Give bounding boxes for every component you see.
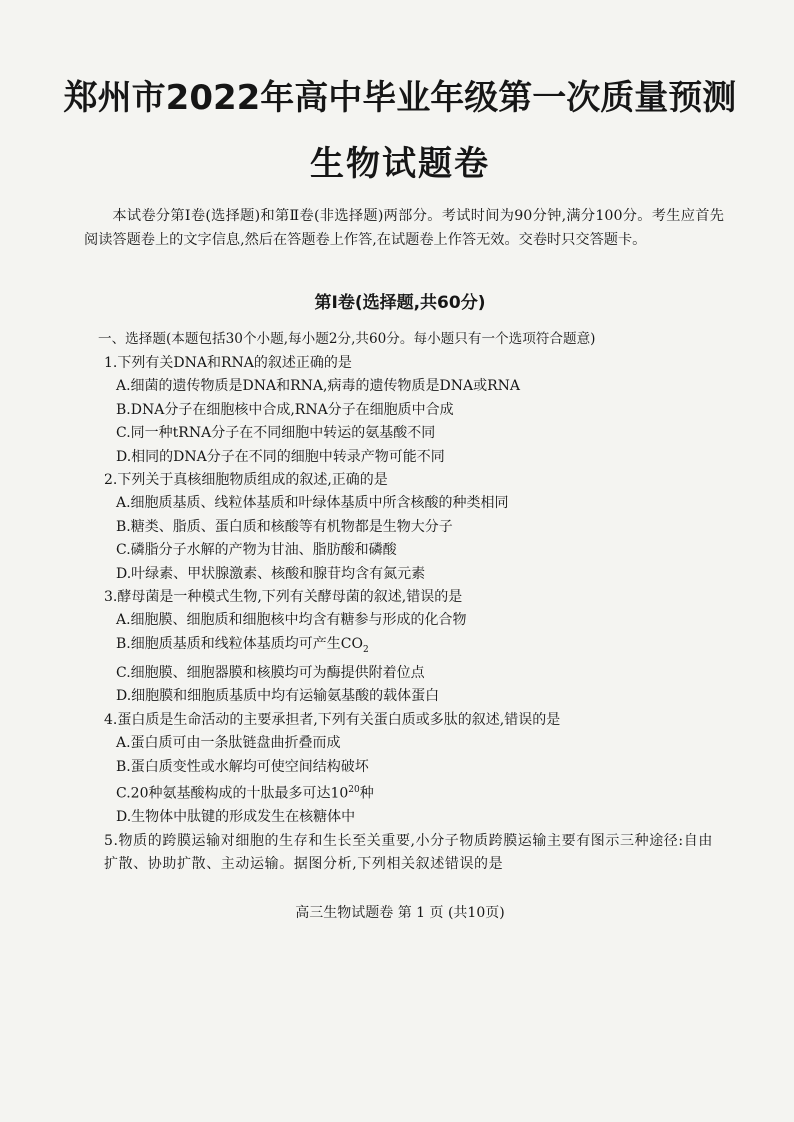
- question-stem: 2.下列关于真核细胞物质组成的叙述,正确的是: [104, 472, 388, 489]
- question-stem: 3.酵母菌是一种模式生物,下列有关酵母菌的叙述,错误的是: [104, 589, 463, 606]
- option-d: D.细胞膜和细胞质基质中均有运输氨基酸的载体蛋白: [116, 688, 440, 705]
- option-c: C.细胞膜、细胞器膜和核膜均可为酶提供附着位点: [116, 665, 425, 682]
- option-b: B.糖类、脂质、蛋白质和核酸等有机物都是生物大分子: [116, 518, 453, 535]
- option-a: A.细胞膜、细胞质和细胞核中均含有糖参与形成的化合物: [116, 612, 467, 629]
- option-b: [116, 633, 744, 662]
- section-instructions: 一、选择题(本题包括30个小题,每小题2分,共60分。每小题只有一个选项符合题意): [98, 331, 596, 347]
- option-c: C.磷脂分子水解的产物为甘油、脂肪酸和磷酸: [116, 542, 397, 559]
- question-3: [104, 586, 744, 709]
- exam-instructions: 本试卷分第Ⅰ卷(选择题)和第Ⅱ卷(非选择题)两部分。考试时间为90分钟,满分100分。考生应首先阅读答题卷上的文字信息,然后在答题卷上作答,在试题卷上作答无效。交卷时只交答题卡。: [84, 208, 724, 248]
- option-text: B.细胞质基质和线粒体基质均可产生CO: [116, 635, 363, 652]
- option-text: C.20种氨基酸构成的十肽最多可达10: [116, 785, 349, 802]
- exam-title: 郑州市2022年高中毕业年级第一次质量预测: [63, 78, 737, 118]
- superscript: 20: [348, 785, 360, 796]
- option-b: B.蛋白质变性或水解均可使空间结构破坏: [116, 758, 369, 775]
- subscript: 2: [362, 644, 369, 655]
- page-footer: 高三生物试题卷 第 1 页 (共10页): [295, 905, 505, 921]
- question-list: [104, 352, 744, 876]
- option-d: D.相同的DNA分子在不同的细胞中转录产物可能不同: [116, 448, 445, 465]
- question-stem: 4.蛋白质是生命活动的主要承担者,下列有关蛋白质或多肽的叙述,错误的是: [104, 711, 561, 728]
- question-5: [104, 830, 744, 877]
- option-b: B.DNA分子在细胞核中合成,RNA分子在细胞质中合成: [116, 401, 454, 418]
- option-d: D.生物体中肽键的形成发生在核糖体中: [116, 809, 356, 826]
- option-d: D.叶绿素、甲状腺激素、核酸和腺苷均含有氮元素: [116, 565, 426, 582]
- question-4: [104, 709, 744, 830]
- section-title: 第Ⅰ卷(选择题,共60分): [314, 293, 486, 313]
- option-c: C.同一种tRNA分子在不同细胞中转运的氨基酸不同: [116, 425, 436, 442]
- question-stem: 1.下列有关DNA和RNA的叙述正确的是: [104, 355, 352, 371]
- option-c: [116, 779, 744, 806]
- option-a: A.蛋白质可由一条肽链盘曲折叠而成: [116, 735, 341, 752]
- option-suffix: 种: [359, 785, 374, 802]
- question-stem: 5.物质的跨膜运输对细胞的生存和生长至关重要,小分子物质跨膜运输主要有图示三种途径:自由扩散、协助扩散、主动运输。据图分析,下列相关叙述错误的是: [104, 832, 713, 872]
- option-a: A.细胞质基质、线粒体基质和叶绿体基质中所含核酸的种类相同: [116, 495, 509, 512]
- exam-subtitle: 生物试题卷: [310, 144, 490, 184]
- option-a: A.细菌的遗传物质是DNA和RNA,病毒的遗传物质是DNA或RNA: [116, 378, 520, 395]
- question-2: [104, 469, 744, 586]
- question-1: [104, 352, 744, 469]
